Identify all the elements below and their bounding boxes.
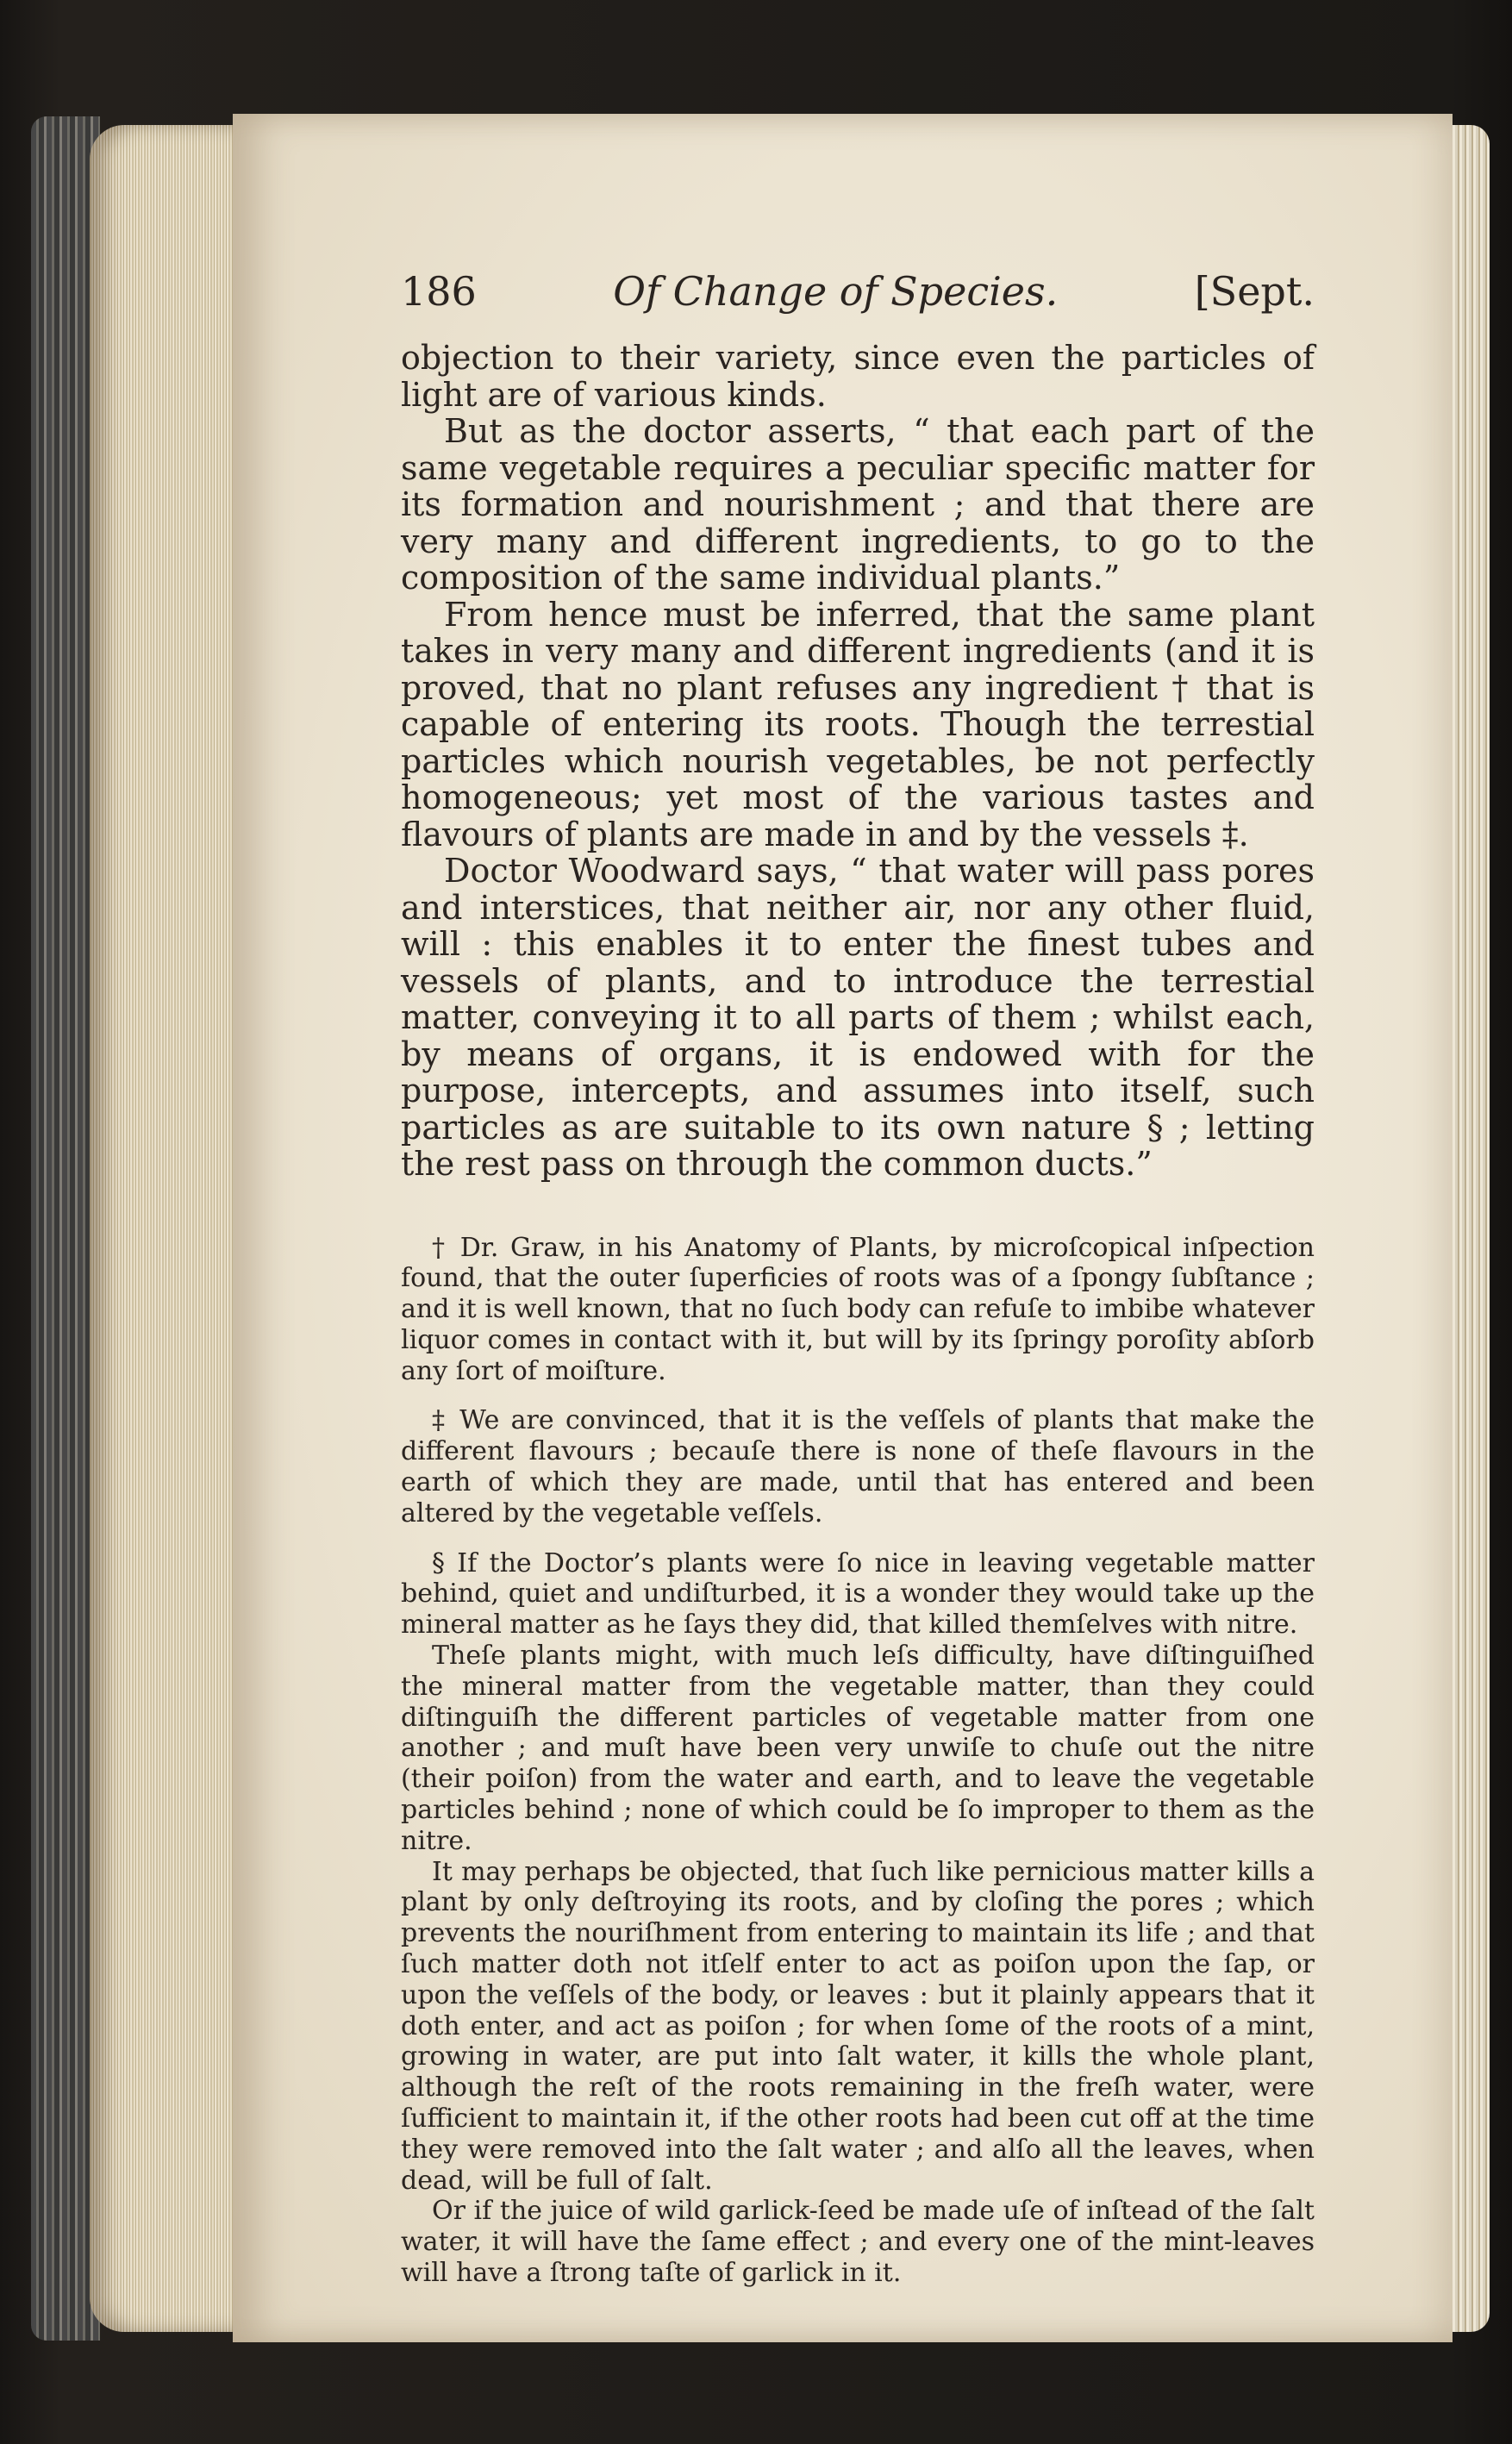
page-block-edge — [90, 125, 236, 2332]
footnote: ‡ We are convinced, that it is the veſſels of plants that make the different flavours ; becauſe there is none of theſe flavours in the earth of which they are made, until that has entered and been altered by the vegetable veſſels. — [401, 1405, 1315, 1528]
footnote: It may perhaps be objected, that ſuch like pernicious matter kills a plant by only deſtroying its roots, and by cloſing the pores ; which prevents the nouriſhment from entering to maintain its life ; and that ſuch matter doth not itſelf enter to act as poiſon upon the ſap, or upon the veſſels of the body, or leaves : but it plainly appears that it doth enter, and act as poiſon ; for when ſome of the roots of a mint, growing in water, are put into ſalt water, it kills the whole plant, although the reſt of the roots remaining in the freſh water, were ſufficient to maintain it, if the other roots had been cut off at the time they were removed into the ſalt water ; and alſo all the leaves, when dead, will be full of ſalt. — [401, 1856, 1315, 2196]
paragraph: From hence must be inferred, that the same plant takes in very many and different ingredients (and it is proved, that no plant refuses any ingredient † that is capable of entering its roots. Though the terrestial particles which nourish vegetables, be not perfectly homogeneous; yet most of the various tastes and flavours of plants are made in and by the vessels ‡. — [401, 595, 1315, 853]
footnote: † Dr. Graw, in his Anatomy of Plants, by microſcopical inſpection found, that the outer ſuperficies of roots was of a ſpongy ſubſtance ; and it is well known, that no ſuch body can refuſe to imbibe whatever liquor comes in contact with it, but will by its ſpringy poroſity abſorb any ſort of moiſture. — [401, 1232, 1315, 1386]
footnotes — [401, 1233, 1315, 2289]
page-number: 186 — [401, 268, 477, 315]
running-header — [401, 267, 1315, 316]
paragraph: But as the doctor asserts, “ that each part of the same vegetable requires a peculiar specific matter for its formation and nourishment ; and that there are very many and different ingredients, to go to the composition of the same individual plants.” — [401, 412, 1315, 597]
paragraph: Doctor Woodward says, “ that water will pass pores and interstices, that neither air, nor any other fluid, will : this enables it to enter the finest tubes and vessels of plants, and to introduce the terrestial matter, conveying it to all parts of them ; whilst each, by means of organs, it is endowed with for the purpose, intercepts, and assumes into itself, such particles as are suitable to its own nature § ; letting the rest pass on through the common ducts.” — [401, 852, 1315, 1183]
main-text — [401, 340, 1315, 1183]
footnote: § If the Doctor’s plants were ſo nice in leaving vegetable matter behind, quiet and undiſturbed, it is a wonder they would take up the mineral matter as he ſays they did, that killed themſelves with nitre. — [401, 1547, 1315, 1641]
footnote: Or if the juice of wild garlick-ſeed be made uſe of inſtead of the ſalt water, it will have the ſame effect ; and every one of the mint-leaves will have a ſtrong taſte of garlick in it. — [401, 2196, 1315, 2288]
page-content — [401, 267, 1315, 2289]
facing-page-edge — [1448, 125, 1490, 2332]
running-title: Of Change of Species. — [613, 268, 1059, 315]
footnote: Theſe plants might, with much leſs difficulty, have diſtinguiſhed the mineral matter from the vegetable matter, than they could diſtinguiſh the different particles of vegetable matter from one another ; and muſt have been very unwiſe to chuſe out the nitre (their poiſon) from the water and earth, and to leave the vegetable particles behind ; none of which could be ſo improper to them as the nitre. — [401, 1641, 1315, 1856]
book-page — [233, 114, 1453, 2342]
section-mark: [Sept. — [1194, 268, 1315, 315]
paragraph: objection to their variety, since even the particles of light are of various kinds. — [401, 339, 1315, 414]
